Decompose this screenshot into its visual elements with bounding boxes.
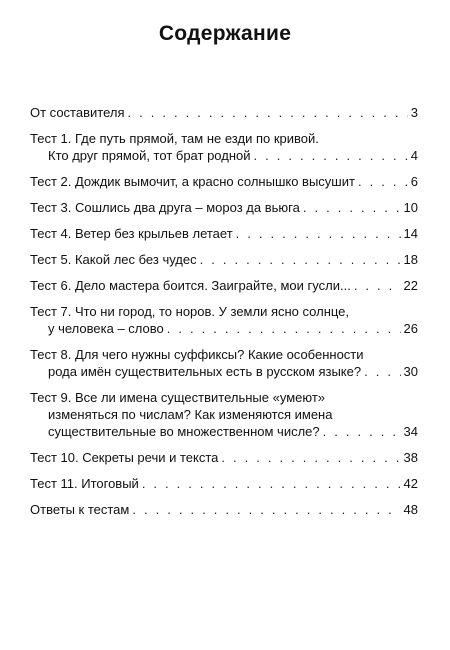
toc-entry-text: Ответы к тестам: [30, 502, 130, 517]
toc-entry-line: [30, 346, 418, 363]
dot-leader: [358, 173, 408, 190]
toc-entry: [30, 251, 418, 268]
toc-entry-line: [30, 475, 418, 492]
toc-entry-line: [30, 303, 418, 320]
toc-entry: [30, 130, 418, 164]
toc-entry-text: Тест 11. Итоговый: [30, 476, 139, 491]
toc-entry-line: [30, 225, 418, 242]
toc-page-number: 26: [403, 321, 418, 336]
toc-page-number: 38: [403, 450, 418, 465]
toc-entry-line: [30, 199, 418, 216]
toc-page-number: 4: [410, 148, 418, 163]
toc-entry-text: рода имён существительных есть в русском языке?: [48, 364, 362, 379]
dot-leader: [132, 501, 400, 518]
toc-entry: [30, 449, 418, 466]
toc-page-number: 30: [403, 364, 418, 379]
toc-entry: [30, 303, 418, 337]
toc-entry-line: [30, 363, 418, 380]
dot-leader: [128, 104, 408, 121]
toc-entry-line: [30, 277, 418, 294]
toc-entry-text: Тест 3. Сошлись два друга – мороз да вьюга: [30, 200, 300, 215]
toc-entry-text: Тест 10. Секреты речи и текста: [30, 450, 219, 465]
toc-entry-line: [30, 501, 418, 518]
toc-entry-line: [30, 389, 418, 406]
toc-page-number: 22: [403, 278, 418, 293]
toc-entry-text: Тест 7. Что ни город, то норов. У земли ясно солнце,: [30, 304, 350, 319]
toc-entry: [30, 104, 418, 121]
toc-entry: [30, 346, 418, 380]
dot-leader: [354, 277, 401, 294]
toc-entry: [30, 501, 418, 518]
toc-entry-text: Тест 9. Все ли имена существительные «умеют»: [30, 390, 326, 405]
dot-leader: [364, 363, 400, 380]
dot-leader: [221, 449, 400, 466]
toc-page-number: 48: [403, 502, 418, 517]
toc-entry: [30, 475, 418, 492]
dot-leader: [254, 147, 408, 164]
toc-entry-line: [30, 104, 418, 121]
dot-leader: [142, 475, 401, 492]
toc-entry-text: Тест 8. Для чего нужны суффиксы? Какие особенности: [30, 347, 364, 362]
toc-entry-line: [30, 147, 418, 164]
toc-entry-text: Кто друг прямой, тот брат родной: [48, 148, 251, 163]
toc-entry-line: [30, 449, 418, 466]
toc-entry-line: [30, 320, 418, 337]
toc-page-number: 42: [403, 476, 418, 491]
toc-page-number: 34: [403, 424, 418, 439]
toc-entry-text: От составителя: [30, 105, 125, 120]
toc-entry-line: [30, 423, 418, 440]
dot-leader: [323, 423, 401, 440]
toc-entry: [30, 277, 418, 294]
dot-leader: [167, 320, 401, 337]
toc-entry-line: [30, 251, 418, 268]
toc-entry-line: [30, 406, 418, 423]
toc-entry: [30, 389, 418, 440]
toc-page-number: 3: [410, 105, 418, 120]
table-of-contents: [30, 104, 418, 527]
dot-leader: [236, 225, 401, 242]
dot-leader: [200, 251, 401, 268]
toc-page-number: 18: [403, 252, 418, 267]
toc-entry-text: у человека – слово: [48, 321, 164, 336]
toc-entry-text: Тест 4. Ветер без крыльев летает: [30, 226, 233, 241]
dot-leader: [303, 199, 401, 216]
toc-entry-text: Тест 6. Дело мастера боится. Заиграйте, мои гусли...: [30, 278, 351, 293]
toc-page-number: 6: [410, 174, 418, 189]
toc-page-number: 14: [403, 226, 418, 241]
toc-entry-text: Тест 1. Где путь прямой, там не езди по кривой.: [30, 131, 319, 146]
toc-entry: [30, 173, 418, 190]
toc-page-number: 10: [403, 200, 418, 215]
toc-entry-line: [30, 130, 418, 147]
toc-entry: [30, 225, 418, 242]
toc-entry-text: Тест 2. Дождик вымочит, а красно солнышко высушит: [30, 174, 355, 189]
toc-entry: [30, 199, 418, 216]
toc-entry-text: изменяться по числам? Как изменяются имена: [48, 407, 333, 422]
toc-entry-text: Тест 5. Какой лес без чудес: [30, 252, 197, 267]
toc-entry-line: [30, 173, 418, 190]
page-title: Содержание: [158, 22, 292, 45]
toc-entry-text: существительные во множественном числе?: [48, 424, 320, 439]
